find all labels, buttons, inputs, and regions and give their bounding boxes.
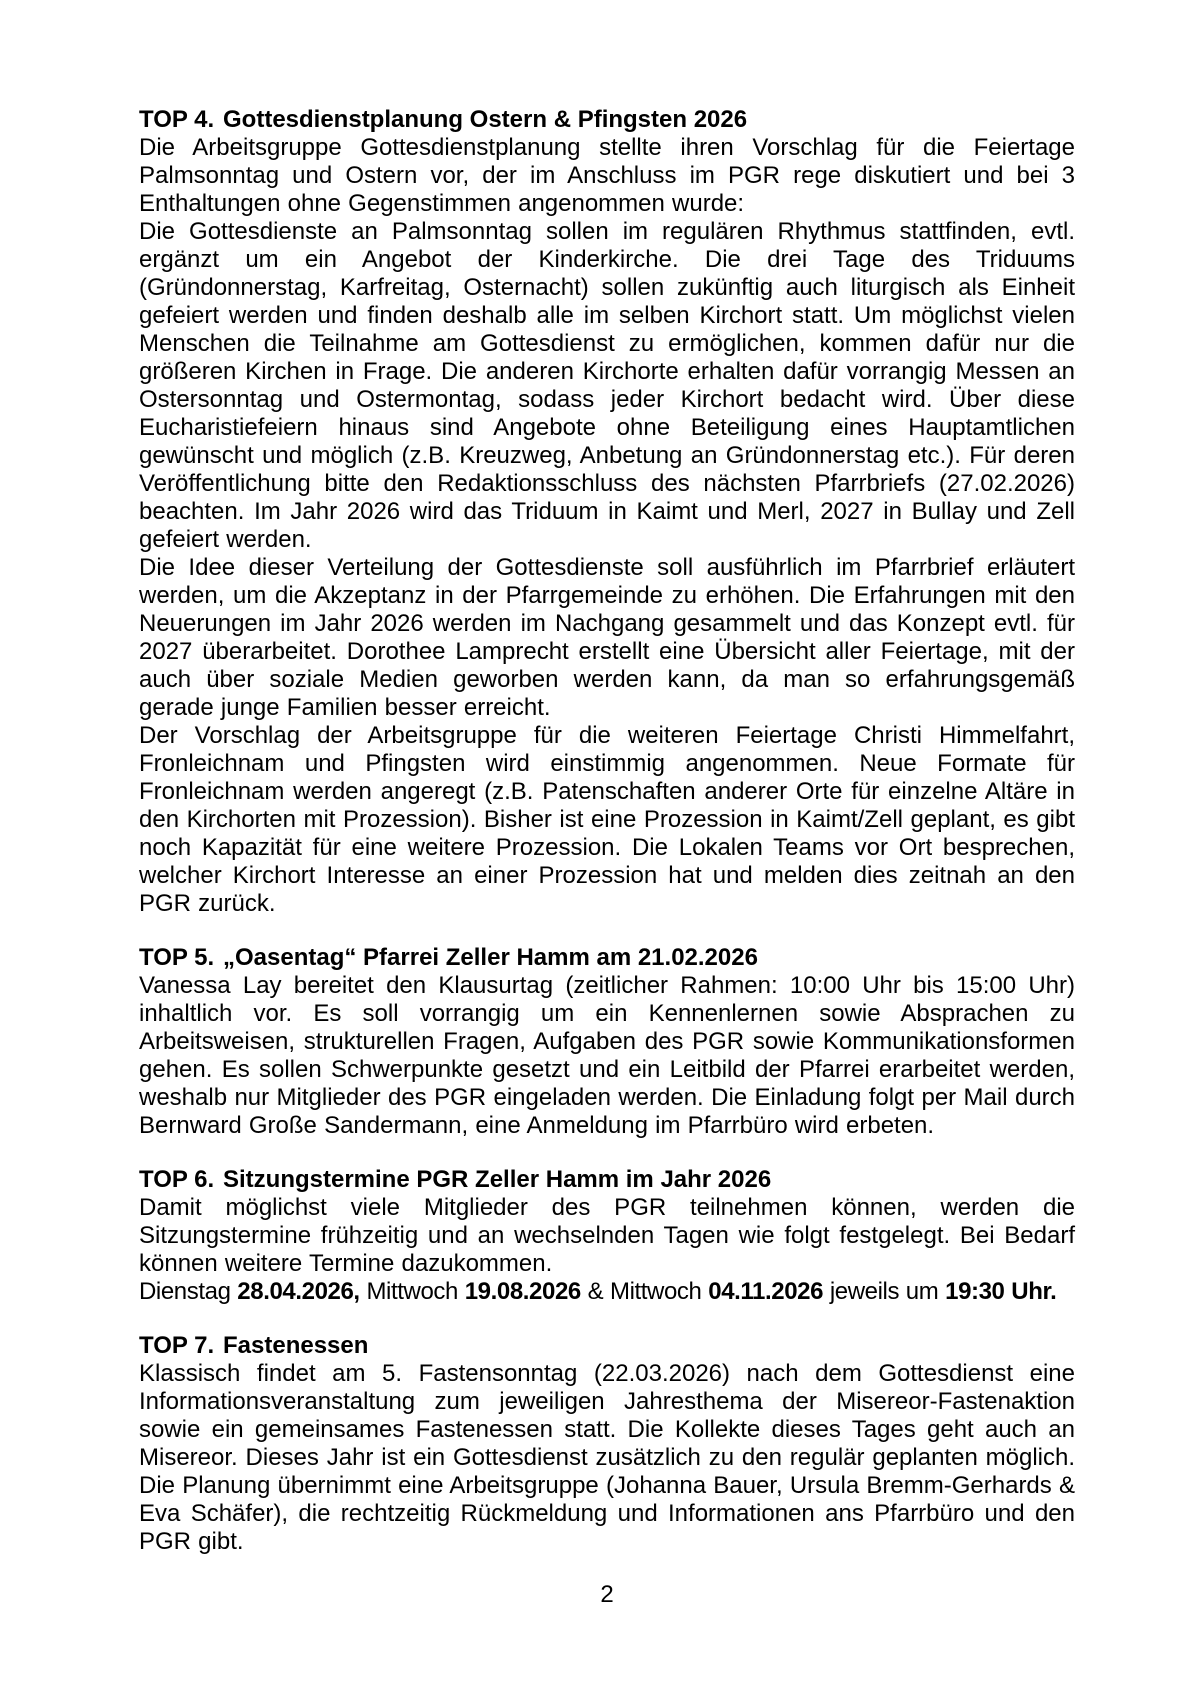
paragraph: Damit möglichst viele Mitglieder des PGR teilnehmen können, werden die Sitzungstermine frühzeitig und an wechselnden Tagen wie folgt festgelegt. Bei Bedarf können weitere Termine dazukommen. (139, 1194, 1075, 1277)
paragraph: Die Arbeitsgruppe Gottesdienstplanung stellte ihren Vorschlag für die Feiertage Palmsonntag und Ostern vor, der im Anschluss im PGR rege diskutiert und bei 3 Enthaltungen ohne Gegenstimmen angenommen wurde: (139, 134, 1075, 217)
date-bold-run: 19.08.2026 (464, 1278, 581, 1305)
heading-number: TOP 5. (139, 944, 215, 971)
date-text-run: jeweils um (823, 1278, 946, 1305)
paragraph: Klassisch findet am 5. Fastensonntag (22.03.2026) nach dem Gottesdienst eine Informationsveranstaltung zum jeweiligen Jahresthema der Misereor-Fastenaktion sowie ein gemeinsames Fastenessen statt. Die Kollekte dieses Tages geht auch an Misereor. Dieses Jahr ist ein Gottesdienst zusätzlich zu den regulär geplanten möglich. Die Planung übernimmt eine Arbeitsgruppe (Johanna Bauer, Ursula Bremm-Gerhards & Eva Schäfer), die rechtzeitig Rückmeldung und Informationen ans Pfarrbüro und den PGR gibt. (139, 1360, 1075, 1555)
section-heading-top-6 (139, 1166, 1075, 1194)
date-text-run: & Mittwoch (580, 1278, 709, 1305)
section-top-6 (139, 1166, 1075, 1306)
paragraph: Die Gottesdienste an Palmsonntag sollen im regulären Rhythmus stattfinden, evtl. ergänzt um ein Angebot der Kinderkirche. Die drei Tage des Triduums (Gründonnerstag, Karfreitag, Osternacht) sollen zukünftig auch liturgisch als Einheit gefeiert werden und finden deshalb alle im selben Kirchort statt. Um möglichst vielen Menschen die Teilnahme am Gottesdienst zu ermöglichen, kommen dafür nur die größeren Kirchen in Frage. Die anderen Kirchorte erhalten dafür vorrangig Messen an Ostersonntag und Ostermontag, sodass jeder Kirchort bedacht wird. Über diese Eucharistiefeiern hinaus sind Angebote ohne Beteiligung eines Hauptamtlichen gewünscht und möglich (z.B. Kreuzweg, Anbetung an Gründonnerstag etc.). Für deren Veröffentlichung bitte den Redaktionsschluss des nächsten Pfarrbriefs (27.02.2026) beachten. Im Jahr 2026 wird das Triduum in Kaimt und Merl, 2027 in Bullay und Zell gefeiert werden. (139, 218, 1075, 553)
section-heading-top-7 (139, 1332, 1075, 1360)
section-top-5 (139, 944, 1075, 1140)
page-number: 2 (600, 1581, 614, 1608)
section-top-4 (139, 106, 1075, 918)
date-text-run: Dienstag (139, 1278, 238, 1305)
meeting-dates-line (139, 1278, 1075, 1306)
date-bold-run: 04.11.2026 (708, 1278, 824, 1305)
section-heading-top-5 (139, 944, 1075, 972)
heading-title: Fastenessen (223, 1332, 369, 1359)
section-top-7 (139, 1332, 1075, 1556)
paragraph: Vanessa Lay bereitet den Klausurtag (zeitlicher Rahmen: 10:00 Uhr bis 15:00 Uhr) inhaltlich vor. Es soll vorrangig um ein Kennenlernen sowie Absprachen zu Arbeitsweisen, strukturellen Fragen, Aufgaben des PGR sowie Kommunikationsformen gehen. Es sollen Schwerpunkte gesetzt und ein Leitbild der Pfarrei erarbeitet werden, weshalb nur Mitglieder des PGR eingeladen werden. Die Einladung folgt per Mail durch Bernward Große Sandermann, eine Anmeldung im Pfarrbüro wird erbeten. (139, 972, 1075, 1139)
paragraph: Die Idee dieser Verteilung der Gottesdienste soll ausführlich im Pfarrbrief erläutert werden, um die Akzeptanz in der Pfarrgemeinde zu erhöhen. Die Erfahrungen mit den Neuerungen im Jahr 2026 werden im Nachgang gesammelt und das Konzept evtl. für 2027 überarbeitet. Dorothee Lamprecht erstellt eine Übersicht aller Feiertage, mit der auch über soziale Medien geworben werden kann, da man so erfahrungsgemäß gerade junge Familien besser erreicht. (139, 554, 1075, 721)
heading-title: Gottesdienstplanung Ostern & Pfingsten 2026 (223, 106, 748, 133)
heading-number: TOP 7. (139, 1332, 215, 1359)
section-heading-top-4 (139, 106, 1075, 134)
date-text-run: Mittwoch (359, 1278, 465, 1305)
heading-number: TOP 6. (139, 1166, 215, 1193)
date-bold-run: 19:30 Uhr. (945, 1278, 1057, 1305)
document-body (139, 106, 1075, 1556)
heading-number: TOP 4. (139, 106, 215, 133)
heading-title: „Oasentag“ Pfarrei Zeller Hamm am 21.02.2026 (223, 944, 758, 971)
paragraph: Der Vorschlag der Arbeitsgruppe für die weiteren Feiertage Christi Himmelfahrt, Fronleichnam und Pfingsten wird einstimmig angenommen. Neue Formate für Fronleichnam werden angeregt (z.B. Patenschaften anderer Orte für einzelne Altäre in den Kirchorten mit Prozession). Bisher ist eine Prozession in Kaimt/Zell geplant, es gibt noch Kapazität für eine weitere Prozession. Die Lokalen Teams vor Ort besprechen, welcher Kirchort Interesse an einer Prozession hat und melden dies zeitnah an den PGR zurück. (139, 722, 1075, 917)
heading-title: Sitzungstermine PGR Zeller Hamm im Jahr 2026 (223, 1166, 772, 1193)
date-bold-run: 28.04.2026, (237, 1278, 360, 1305)
